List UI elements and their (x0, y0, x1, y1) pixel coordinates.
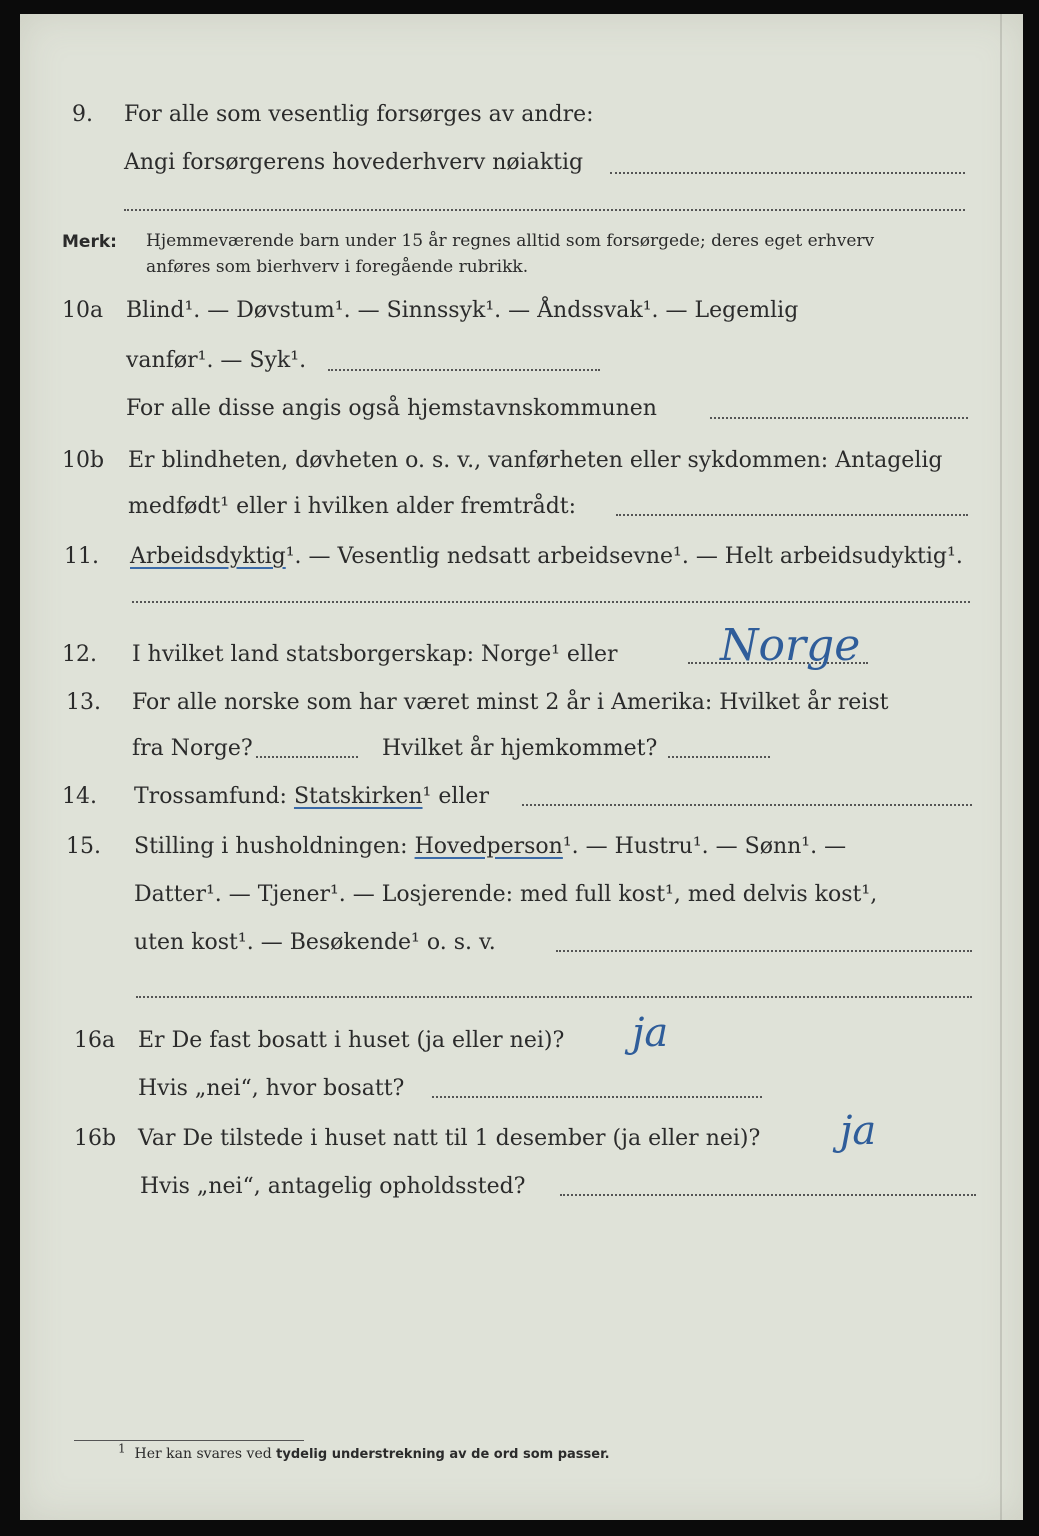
q12-handwritten-answer[interactable]: Norge (720, 620, 861, 671)
q16b-line2: Hvis „nei“, antagelig opholdssted? (140, 1174, 526, 1199)
q15-answer-line-2[interactable] (136, 996, 972, 998)
q13-line2a: fra Norge? (132, 736, 253, 761)
q13-reist-line[interactable] (256, 756, 358, 758)
footnote-rule (74, 1440, 304, 1441)
q16b-number: 16b (74, 1126, 117, 1151)
q9-number: 9. (72, 102, 93, 127)
merk-label: Merk: (62, 232, 117, 252)
q14-label: Trossamfund: (134, 784, 287, 809)
q13-line2b: Hvilket år hjemkommet? (382, 736, 658, 761)
q16b-handwritten-answer[interactable]: ja (840, 1108, 877, 1154)
q11-line (130, 544, 963, 570)
q16a-number: 16a (74, 1028, 116, 1053)
q15-post: ¹. — Hustru¹. — Sønn¹. — (562, 834, 847, 859)
q15-answer-line[interactable] (556, 950, 972, 952)
footnote-text: Her kan svares ved (134, 1446, 272, 1462)
q10a-answer-line[interactable] (328, 369, 600, 371)
q12-number: 12. (62, 642, 97, 667)
q10b-answer-line[interactable] (616, 514, 968, 516)
merk-line1: Hjemmeværende barn under 15 år regnes alltid som forsørgede; deres eget erhverv (146, 231, 875, 251)
q9-line1: For alle som vesentlig forsørges av andre: (124, 102, 594, 127)
q16a-answer-line[interactable] (432, 1096, 762, 1098)
q9-line2: Angi forsørgerens hovederhverv nøiaktig (124, 150, 584, 175)
q14-option-statskirken[interactable]: Statskirken (293, 784, 423, 809)
census-form-page (20, 14, 1023, 1520)
q14-answer-line[interactable] (522, 804, 972, 806)
q10b-line1: Er blindheten, døvheten o. s. v., vanførheten eller sykdommen: Antagelig (128, 448, 943, 473)
q11-answer-line[interactable] (132, 601, 970, 603)
q14-line (134, 784, 489, 810)
page-fold-line (1000, 14, 1002, 1520)
q16b-answer-line[interactable] (560, 1194, 976, 1196)
q10b-number: 10b (62, 448, 105, 473)
q13-line1: For alle norske som har været minst 2 år i Amerika: Hvilket år reist (132, 690, 889, 715)
q16a-handwritten-answer[interactable]: ja (632, 1010, 669, 1056)
q15-option-hovedperson[interactable]: Hovedperson (414, 834, 563, 859)
q16b-line1: Var De tilstede i huset natt til 1 desember (ja eller nei)? (138, 1126, 761, 1151)
q15-label: Stilling i husholdningen: (134, 834, 408, 859)
q10a-line3: For alle disse angis også hjemstavnskommunen (126, 396, 657, 421)
q10a-kommune-line[interactable] (710, 417, 968, 419)
q15-number: 15. (66, 834, 101, 859)
q11-rest: ¹. — Vesentlig nedsatt arbeidsevne¹. — Helt arbeidsudyktig¹. (285, 544, 963, 569)
q16a-line1: Er De fast bosatt i huset (ja eller nei)? (138, 1028, 565, 1053)
q10a-number: 10a (62, 298, 104, 323)
q10a-line2: vanfør¹. — Syk¹. (126, 348, 307, 373)
q15-line2: Datter¹. — Tjener¹. — Losjerende: med full kost¹, med delvis kost¹, (134, 882, 878, 907)
q13-number: 13. (66, 690, 101, 715)
q10b-line2: medfødt¹ eller i hvilken alder fremtrådt: (128, 494, 577, 519)
footnote (118, 1441, 610, 1462)
q14-number: 14. (62, 784, 97, 809)
q13-hjemkommet-line[interactable] (668, 756, 770, 758)
q15-line1 (134, 834, 846, 860)
footnote-bold-text: tydelig understrekning av de ord som passer. (276, 1447, 610, 1462)
q9-answer-line-2[interactable] (124, 209, 965, 211)
q14-post: ¹ eller (422, 784, 489, 809)
q9-answer-line[interactable] (610, 172, 965, 174)
q11-option-arbeidsdyktig[interactable]: Arbeidsdyktig (130, 544, 286, 569)
q12-line1: I hvilket land statsborgerskap: Norge¹ eller (132, 642, 618, 667)
merk-line2: anføres som bierhverv i foregående rubrikk. (146, 257, 529, 277)
q10a-line1: Blind¹. — Døvstum¹. — Sinnssyk¹. — Åndssvak¹. — Legemlig (126, 298, 799, 323)
q16a-line2: Hvis „nei“, hvor bosatt? (138, 1076, 405, 1101)
q15-line3: uten kost¹. — Besøkende¹ o. s. v. (134, 930, 496, 955)
q11-number: 11. (64, 544, 99, 569)
footnote-mark: 1 (118, 1441, 126, 1456)
